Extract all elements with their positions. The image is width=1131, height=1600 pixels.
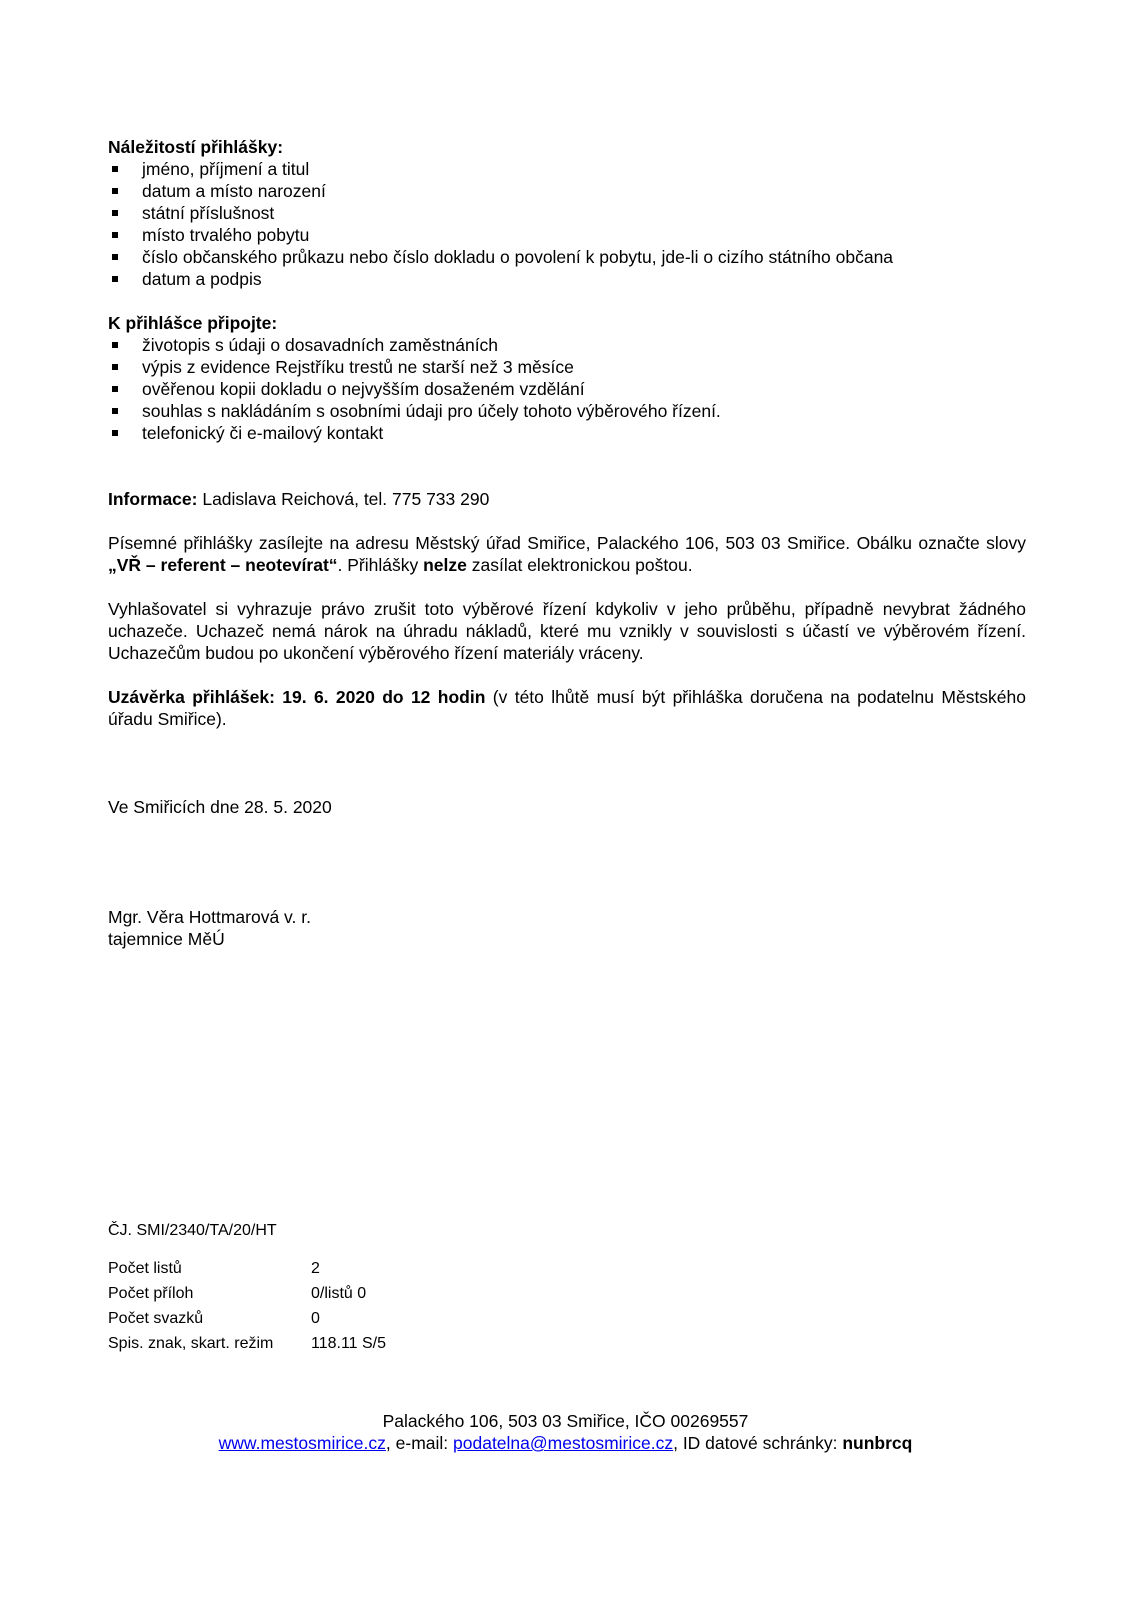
info-line [108,488,1026,510]
attachments-heading: K přihlášce připojte: [108,313,278,333]
submission-paragraph [108,532,1026,576]
databox-label: , ID datové schránky: [673,1433,843,1453]
table-row [108,1260,386,1285]
table-row [108,1285,386,1310]
list-item: místo trvalého pobytu [108,224,1026,246]
meta-value: 118.11 S/5 [311,1335,387,1352]
footer-contacts [0,1432,1131,1454]
submission-text: zasílat elektronickou poštou. [466,555,693,575]
list-item: výpis z evidence Rejstříku trestů ne starší než 3 měsíce [108,356,1026,378]
submission-text: Písemné přihlášky zasílejte na adresu Městský úřad Smiřice, Palackého 106, 503 03 Smiřice. Obálku označte slovy [108,533,1026,553]
databox-id: nunbrcq [842,1433,913,1453]
document-body [108,136,1026,950]
meta-value: 0/listů 0 [311,1285,367,1302]
meta-label: Počet příloh [108,1285,194,1302]
deadline-text: (v této lhůtě musí být přihláška doručena na podatelnu Městského úřadu Smiřice). [108,687,1026,729]
email-link[interactable]: podatelna@mestosmirice.cz [453,1433,674,1453]
deadline-label: Uzávěrka přihlášek: 19. 6. 2020 do 12 hodin [108,687,486,707]
list-item: datum a místo narození [108,180,1026,202]
reference-number: ČJ. SMI/2340/TA/20/HT [108,1222,277,1239]
list-item: datum a podpis [108,268,1026,290]
table-row [108,1310,386,1335]
website-link[interactable]: www.mestosmirice.cz [218,1433,386,1453]
meta-value: 0 [311,1310,320,1327]
meta-value: 2 [311,1260,320,1277]
email-label: , e-mail: [385,1433,454,1453]
list-item: státní příslušnost [108,202,1026,224]
list-item: jméno, příjmení a titul [108,158,1026,180]
submission-text: . Přihlášky [337,555,424,575]
envelope-label: „VŘ – referent – neotevírat“ [108,555,338,575]
list-item: životopis s údaji o dosavadních zaměstnáních [108,334,1026,356]
meta-label: Počet listů [108,1260,182,1277]
list-item: ověřenou kopii dokladu o nejvyšším dosaženém vzdělání [108,378,1026,400]
meta-label: Počet svazků [108,1310,204,1327]
reservation-paragraph: Vyhlašovatel si vyhrazuje právo zrušit toto výběrové řízení kdykoliv v jeho průběhu, případně nevybrat žádného uchazeče. Uchazeč nemá nárok na úhradu nákladů, které mu vznikly v souvislosti s účastí ve výběrovém řízení. Uchazečům budou po ukončení výběrového řízení materiály vráceny. [108,599,1026,663]
signature-title: tajemnice MěÚ [108,929,225,949]
page-footer [0,1410,1131,1454]
attachments-list [108,334,1026,444]
info-label: Informace: [108,489,198,509]
meta-label: Spis. znak, skart. režim [108,1335,274,1352]
list-item: číslo občanského průkazu nebo číslo dokladu o povolení k pobytu, jde-li o cizího státního občana [108,246,1026,268]
deadline-paragraph [108,686,1026,730]
table-row [108,1335,386,1360]
requirements-list [108,158,1026,290]
requirements-heading: Náležitostí přihlášky: [108,137,284,157]
signature-name: Mgr. Věra Hottmarová v. r. [108,907,311,927]
submission-emphasis: nelze [423,555,467,575]
place-date: Ve Smiřicích dne 28. 5. 2020 [108,797,332,817]
info-contact: Ladislava Reichová, tel. 775 733 290 [197,489,490,509]
list-item: telefonický či e-mailový kontakt [108,422,1026,444]
document-meta-table [108,1260,386,1360]
list-item: souhlas s nakládáním s osobními údaji pro účely tohoto výběrového řízení. [108,400,1026,422]
footer-address: Palackého 106, 503 03 Smiřice, IČO 00269557 [382,1411,749,1431]
